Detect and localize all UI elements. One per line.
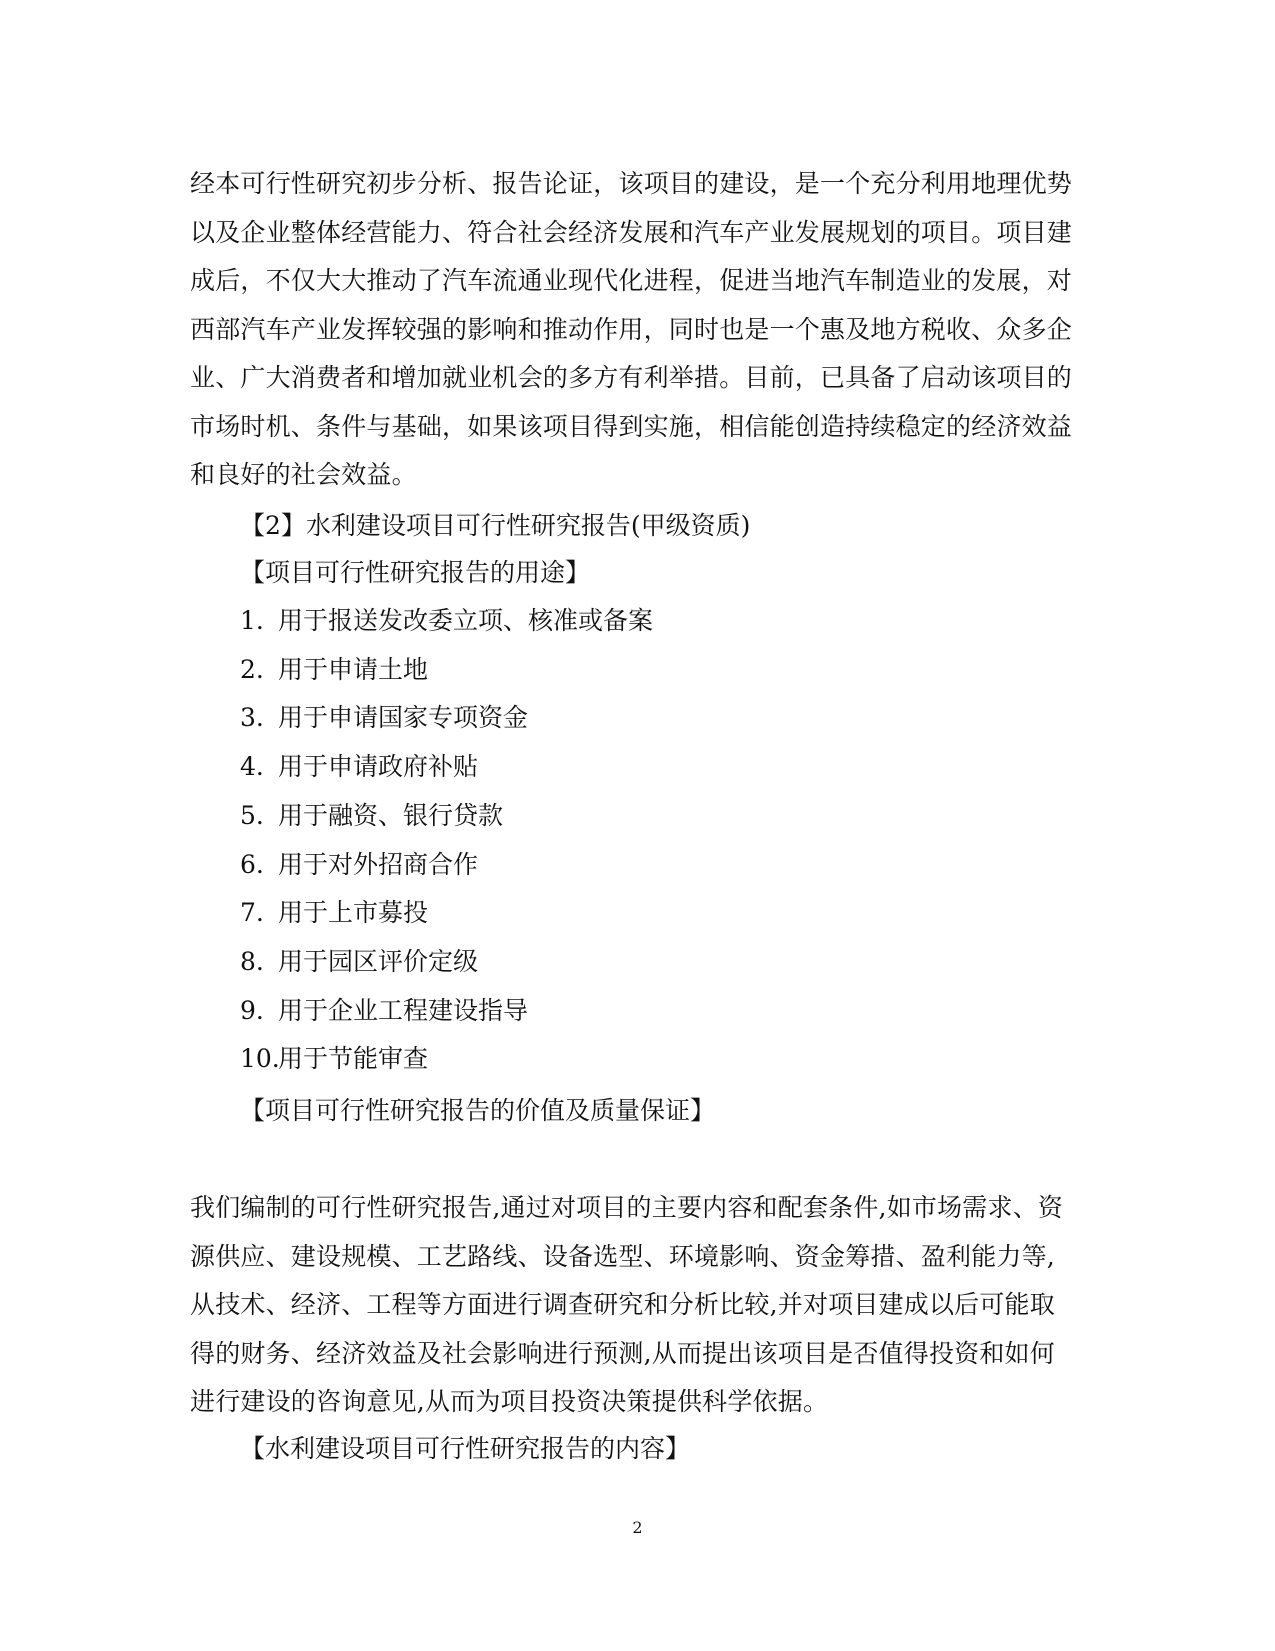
list-item-number: 10. (240, 1044, 280, 1074)
list-item (240, 841, 653, 890)
list-item (240, 938, 653, 987)
list-item-number: 4. (240, 752, 264, 782)
list-item-text: 用于企业工程建设指导 (278, 995, 529, 1025)
list-item-text: 用于对外招商合作 (278, 849, 479, 879)
list-item-text: 用于申请政府补贴 (278, 752, 479, 782)
list-item (240, 694, 653, 743)
list-item-text: 用于报送发改委立项、核准或备案 (278, 606, 654, 635)
content-heading: 【水利建设项目可行性研究报告的内容】 (240, 1434, 691, 1463)
list-item-number: 2. (240, 654, 264, 684)
list-item-number: 6. (240, 849, 264, 879)
list-item-number: 7. (240, 898, 264, 928)
list-item-number: 9. (240, 995, 264, 1025)
value-heading: 【项目可行性研究报告的价值及质量保证】 (240, 1096, 716, 1125)
page-number: 2 (632, 1518, 643, 1537)
list-item-text: 用于节能审查 (278, 1044, 429, 1074)
list-item-number: 8. (240, 946, 264, 976)
list-item (240, 597, 653, 646)
body-paragraph-1: 经本可行性研究初步分析、报告论证，该项目的建设，是一个充分利用地理优势以及企业整体经营能力、符合社会经济发展和汽车产业发展规划的项目。项目建成后，不仅大大推动了汽车流通业现代化进程，促进当地汽车制造业的发展，对西部汽车产业发挥较强的影响和推动作用，同时也是一个惠及地方税收、众多企业、广大消费者和增加就业机会的多方有利举措。目前，已具备了启动该项目的市场时机、条件与基础，如果该项目得到实施，相信能创造持续稳定的经济效益和良好的社会效益。 (190, 169, 1073, 489)
list-item-text: 用于申请土地 (278, 654, 429, 684)
list-item (240, 646, 653, 695)
uses-heading: 【项目可行性研究报告的用途】 (240, 558, 591, 587)
list-item-text: 用于上市募投 (278, 898, 429, 928)
uses-list (240, 597, 653, 1084)
list-item-number: 3. (240, 703, 264, 733)
list-item (240, 1035, 653, 1084)
list-item (240, 743, 653, 792)
list-item-number: 5. (240, 800, 264, 830)
list-item-text: 用于申请国家专项资金 (278, 703, 529, 733)
list-item-text: 用于园区评价定级 (278, 946, 479, 976)
list-item (240, 792, 653, 841)
section-heading-2: 【2】水利建设项目可行性研究报告(甲级资质) (240, 511, 751, 540)
body-paragraph-2: 我们编制的可行性研究报告,通过对项目的主要内容和配套条件,如市场需求、资源供应、建设规模、工艺路线、设备选型、环境影响、资金筹措、盈利能力等,从技术、经济、工程等方面进行调查研究和分析比较,并对项目建成以后可能取得的财务、经济效益及社会影响进行预测,从而提出该项目是否值得投资和如何进行建设的咨询意见,从而为项目投资决策提供科学依据。 (190, 1193, 1064, 1416)
list-item-text: 用于融资、银行贷款 (278, 800, 504, 830)
list-item (240, 987, 653, 1036)
list-item-number: 1. (240, 606, 264, 635)
list-item (240, 889, 653, 938)
